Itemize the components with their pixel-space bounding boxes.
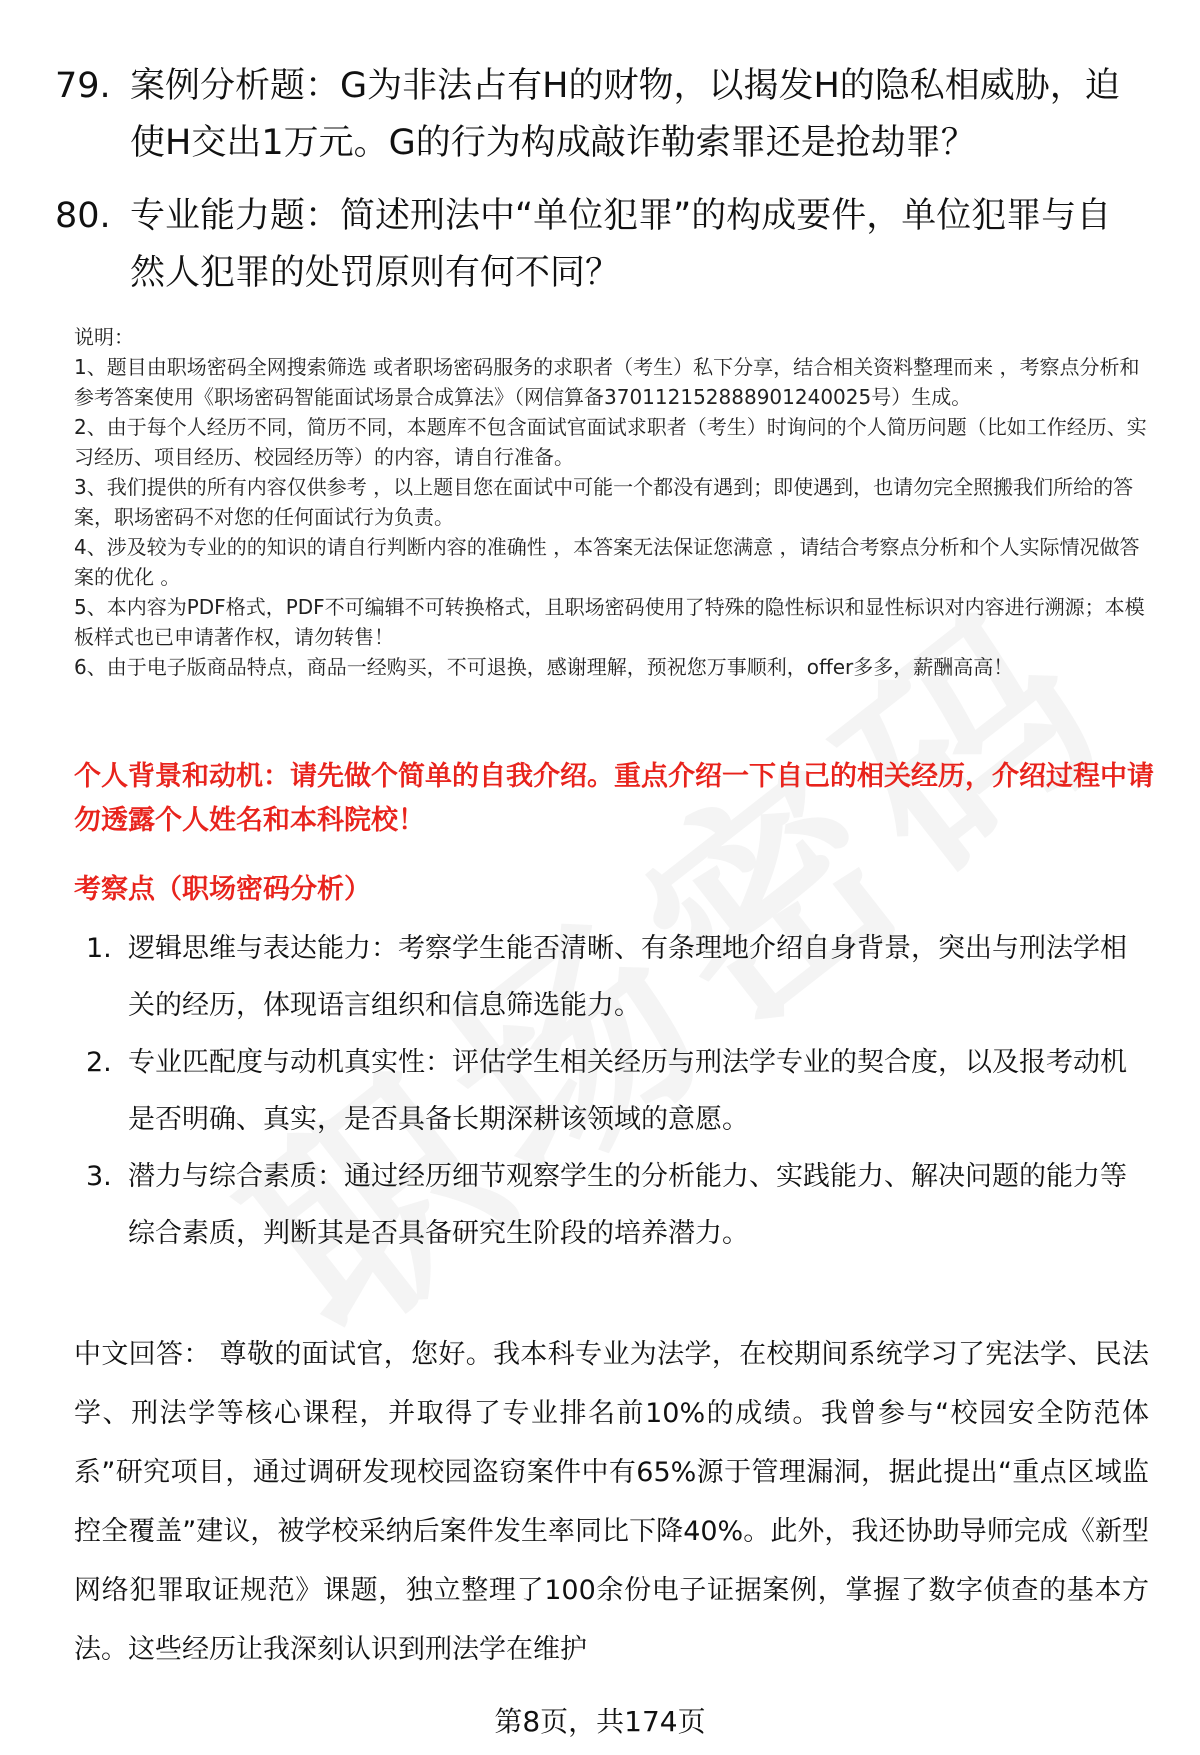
point-text: 专业匹配度与动机真实性：评估学生相关经历与刑法学专业的契合度，以及报考动机是否明确、真实，是否具备长期深耕该领域的意愿。 — [128, 1047, 1127, 1135]
answer-text: 中文回答： 尊敬的面试官，您好。我本科专业为法学，在校期间系统学习了宪法学、民法学、刑法学等核心课程，并取得了专业排名前10%的成绩。我曾参与“校园安全防范体系”研究项目，通过调研发现校园盗窃案件中有65%源于管理漏洞，据此提出“重点区域监控全覆盖”建议，被学校采纳后案件发生率同比下降40%。此外，我还协助导师完成《新型网络犯罪取证规范》课题，独立整理了100余份电子证据案例，掌握了数字侦查的基本方法。这些经历让我深刻认识到刑法学在维护 — [74, 1339, 1149, 1665]
question-text: 专业能力题：简述刑法中“单位犯罪”的构成要件，单位犯罪与自然人犯罪的处罚原则有何不同？ — [130, 196, 1112, 293]
question-number: 79. — [55, 66, 111, 106]
note-item: 6、由于电子版商品特点，商品一经购买，不可退换，感谢理解，预祝您万事顺利，offer多多，薪酬高高！ — [74, 655, 1014, 679]
point-number: 2. — [86, 1047, 112, 1078]
analysis-point — [86, 920, 1146, 1034]
note-item: 2、由于每个人经历不同，简历不同，本题库不包含面试官面试求职者（考生）时询问的个人简历问题（比如工作经历、实习经历、项目经历、校园经历等）的内容，请自行准备。 — [74, 415, 1147, 469]
analysis-point — [86, 1148, 1146, 1262]
page-footer: 第8页，共174页 — [494, 1705, 706, 1738]
analysis-points — [86, 920, 1146, 1262]
analysis-point — [86, 1034, 1146, 1148]
question-number: 80. — [55, 196, 111, 236]
notes-heading: 说明： — [74, 325, 134, 349]
section-title: 个人背景和动机：请先做个简单的自我介绍。重点介绍一下自己的相关经历，介绍过程中请勿透露个人姓名和本科院校！ — [74, 761, 1154, 836]
point-number: 3. — [86, 1161, 112, 1192]
question-text: 案例分析题：G为非法占有H的财物，以揭发H的隐私相威胁，迫使H交出1万元。G的行为构成敲诈勒索罪还是抢劫罪？ — [130, 66, 1120, 163]
point-text: 逻辑思维与表达能力：考察学生能否清晰、有条理地介绍自身背景，突出与刑法学相关的经历，体现语言组织和信息筛选能力。 — [128, 933, 1127, 1021]
note-item: 3、我们提供的所有内容仅供参考 ，以上题目您在面试中可能一个都没有遇到；即使遇到，也请勿完全照搬我们所给的答案，职场密码不对您的任何面试行为负责。 — [74, 475, 1134, 529]
note-item: 4、涉及较为专业的的知识的请自行判断内容的准确性 ，本答案无法保证您满意 ，请结合考察点分析和个人实际情况做答案的优化 。 — [74, 535, 1140, 589]
note-item: 1、题目由职场密码全网搜索筛选 或者职场密码服务的求职者（考生）私下分享，结合相关资料整理而来 ，考察点分析和参考答案使用《职场密码智能面试场景合成算法》（网信算备370112152888901240025号）生成。 — [74, 355, 1140, 409]
notes-section — [74, 322, 1154, 682]
note-item: 5、本内容为PDF格式，PDF不可编辑不可转换格式，且职场密码使用了特殊的隐性标识和显性标识对内容进行溯源；本模板样式也已申请著作权，请勿转售！ — [74, 595, 1145, 649]
point-text: 潜力与综合素质：通过经历细节观察学生的分析能力、实践能力、解决问题的能力等综合素质，判断其是否具备研究生阶段的培养潜力。 — [128, 1161, 1127, 1249]
question-80 — [55, 188, 1145, 302]
point-number: 1. — [86, 933, 112, 964]
question-79 — [55, 58, 1145, 172]
analysis-title: 考察点（职场密码分析） — [74, 874, 371, 905]
